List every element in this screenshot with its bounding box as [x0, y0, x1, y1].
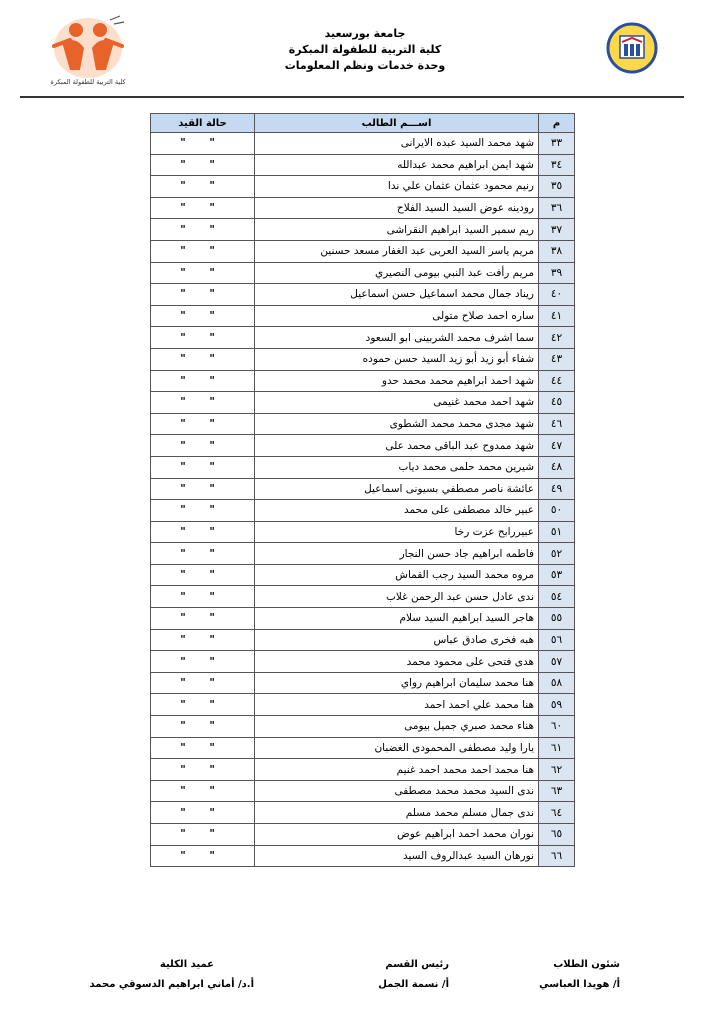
table-row: [151, 219, 575, 241]
row-number: ٤٧: [539, 435, 575, 457]
enrollment-status: " ": [151, 197, 255, 219]
row-number: ٤٤: [539, 370, 575, 392]
unit-name: وحدة خدمات ونظم المعلومات: [284, 59, 446, 72]
student-name: هنا محمد علي احمد احمد: [255, 694, 539, 716]
faculty-name: كلية التربية للطفولة المبكرة: [288, 43, 442, 56]
student-name: فاطمه ابراهيم جاد حسن النجار: [255, 543, 539, 565]
student-name: رنيم محمود عثمان عثمان علي ندا: [255, 176, 539, 198]
student-name: مريم ياسر السيد العربى عبد الغفار مسعد حسنين: [255, 240, 539, 262]
table-row: [151, 759, 575, 781]
faculty-logo: [40, 12, 136, 92]
student-name: ريم سمير السيد ابراهيم النقراشى: [255, 219, 539, 241]
enrollment-status: " ": [151, 348, 255, 370]
enrollment-status: " ": [151, 543, 255, 565]
row-number: ٥٧: [539, 651, 575, 673]
table-row: [151, 780, 575, 802]
table-row: [151, 413, 575, 435]
university-name: جامعة بورسعيد: [324, 27, 406, 40]
enrollment-status: " ": [151, 564, 255, 586]
row-number: ٣٤: [539, 154, 575, 176]
student-name: شفاء أبو زيد أبو زيد السيد حسن حموده: [255, 348, 539, 370]
student-name: شيرين محمد حلمى محمد دياب: [255, 456, 539, 478]
student-name: شهد احمد ابراهيم محمد محمد حدو: [255, 370, 539, 392]
row-number: ٥٣: [539, 564, 575, 586]
row-number: ٥٦: [539, 629, 575, 651]
enrollment-status: " ": [151, 133, 255, 155]
enrollment-status: " ": [151, 759, 255, 781]
student-name: هناء محمد صبري جميل بيومى: [255, 716, 539, 738]
table-row: [151, 327, 575, 349]
enrollment-status: " ": [151, 651, 255, 673]
logo-caption: كلية التربية للطفولة المبكرة: [50, 78, 126, 86]
enrollment-status: " ": [151, 716, 255, 738]
institution-titles: [250, 26, 480, 74]
row-number: ٥٩: [539, 694, 575, 716]
table-row: [151, 845, 575, 867]
enrollment-status: " ": [151, 456, 255, 478]
enrollment-status: " ": [151, 413, 255, 435]
row-number: ٦٦: [539, 845, 575, 867]
table-row: [151, 500, 575, 522]
row-number: ٤٢: [539, 327, 575, 349]
table-row: [151, 802, 575, 824]
student-name: نوران محمد احمد ابراهيم عوض: [255, 824, 539, 846]
row-number: ٣٦: [539, 197, 575, 219]
table-row: [151, 197, 575, 219]
row-number: ٥٢: [539, 543, 575, 565]
student-name: شهد ايمن ابراهيم محمد عبدالله: [255, 154, 539, 176]
row-number: ٤٥: [539, 392, 575, 414]
enrollment-status: " ": [151, 780, 255, 802]
row-number: ٣٣: [539, 133, 575, 155]
table-body: [151, 133, 575, 867]
table-row: [151, 586, 575, 608]
table-header-row: [151, 114, 575, 133]
table-row: [151, 694, 575, 716]
students-table: [150, 113, 575, 867]
student-name: يارا وليد مصطفى المحمودى الغضبان: [255, 737, 539, 759]
row-number: ٥٨: [539, 672, 575, 694]
table-row: [151, 240, 575, 262]
enrollment-status: " ": [151, 478, 255, 500]
table-row: [151, 608, 575, 630]
enrollment-status: " ": [151, 586, 255, 608]
row-number: ٣٨: [539, 240, 575, 262]
row-number: ٣٩: [539, 262, 575, 284]
signature-name: أ/ هويدا العباسي: [539, 979, 620, 990]
row-number: ٣٥: [539, 176, 575, 198]
row-number: ٤١: [539, 305, 575, 327]
student-name: شهد محمد السيد عبده الايرانى: [255, 133, 539, 155]
student-name: عبير خالد مصطفى على محمد: [255, 500, 539, 522]
student-name: ساره احمد صلاح متولى: [255, 305, 539, 327]
row-number: ٦٥: [539, 824, 575, 846]
table-row: [151, 564, 575, 586]
signature-student-affairs: [539, 955, 620, 995]
signature-dept-head: [378, 955, 449, 995]
row-number: ٣٧: [539, 219, 575, 241]
col-header-num: م: [539, 114, 575, 133]
signature-name: أ/ نسمة الجمل: [378, 979, 449, 990]
signature-title: رئيس القسم: [385, 959, 449, 970]
enrollment-status: " ": [151, 435, 255, 457]
table-row: [151, 456, 575, 478]
table-row: [151, 348, 575, 370]
table-row: [151, 478, 575, 500]
enrollment-status: " ": [151, 845, 255, 867]
table-row: [151, 262, 575, 284]
student-name: شهد احمد محمد غنيمى: [255, 392, 539, 414]
student-name: سما اشرف محمد الشربينى ابو السعود: [255, 327, 539, 349]
signature-title: شئون الطلاب: [553, 959, 620, 970]
student-name: ريناد جمال محمد اسماعيل حسن اسماعيل: [255, 284, 539, 306]
enrollment-status: " ": [151, 176, 255, 198]
enrollment-status: " ": [151, 284, 255, 306]
student-name: هاجر السيد ابراهيم السيد سلام: [255, 608, 539, 630]
row-number: ٤٩: [539, 478, 575, 500]
row-number: ٤٣: [539, 348, 575, 370]
enrollment-status: " ": [151, 392, 255, 414]
page-header: [0, 0, 724, 100]
enrollment-status: " ": [151, 240, 255, 262]
student-name: رودينه عوض السيد السيد الفلاح: [255, 197, 539, 219]
student-name: شهد ممدوح عبد الباقى محمد على: [255, 435, 539, 457]
table-row: [151, 392, 575, 414]
table-row: [151, 629, 575, 651]
signature-title: عميد الكلية: [159, 959, 214, 970]
enrollment-status: " ": [151, 694, 255, 716]
col-header-name: اســـم الطالب: [255, 114, 539, 133]
signature-name: أ.د/ أماني ابراهيم الدسوقي محمد: [89, 979, 254, 990]
row-number: ٤٠: [539, 284, 575, 306]
signature-dean: [90, 955, 254, 995]
student-name: ندى السيد محمد محمد مصطفى: [255, 780, 539, 802]
row-number: ٦٤: [539, 802, 575, 824]
row-number: ٥١: [539, 521, 575, 543]
enrollment-status: " ": [151, 154, 255, 176]
table-row: [151, 651, 575, 673]
table-row: [151, 435, 575, 457]
student-name: هبه فخرى صادق عباس: [255, 629, 539, 651]
enrollment-status: " ": [151, 802, 255, 824]
enrollment-status: " ": [151, 327, 255, 349]
student-name: مريم رأفت عبد النبي بيومى النصيري: [255, 262, 539, 284]
enrollment-status: " ": [151, 370, 255, 392]
row-number: ٥٤: [539, 586, 575, 608]
enrollment-status: " ": [151, 500, 255, 522]
row-number: ٦٢: [539, 759, 575, 781]
university-logo: [606, 22, 658, 74]
row-number: ٦٠: [539, 716, 575, 738]
table-row: [151, 521, 575, 543]
table-row: [151, 824, 575, 846]
table-row: [151, 305, 575, 327]
table-row: [151, 543, 575, 565]
row-number: ٦٣: [539, 780, 575, 802]
row-number: ٤٦: [539, 413, 575, 435]
student-name: هنا محمد سليمان ابراهيم رواي: [255, 672, 539, 694]
row-number: ٥٥: [539, 608, 575, 630]
table-row: [151, 133, 575, 155]
student-name: هنا محمد احمد محمد احمد غنيم: [255, 759, 539, 781]
student-name: نورهان السيد عبدالروف السيد: [255, 845, 539, 867]
table-row: [151, 154, 575, 176]
enrollment-status: " ": [151, 219, 255, 241]
enrollment-status: " ": [151, 629, 255, 651]
student-name: ندى جمال مسلم محمد مسلم: [255, 802, 539, 824]
row-number: ٥٠: [539, 500, 575, 522]
row-number: ٦١: [539, 737, 575, 759]
enrollment-status: " ": [151, 737, 255, 759]
col-header-status: حالة القيد: [151, 114, 255, 133]
row-number: ٤٨: [539, 456, 575, 478]
enrollment-status: " ": [151, 262, 255, 284]
student-name: مروه محمد السيد رجب القماش: [255, 564, 539, 586]
table-row: [151, 370, 575, 392]
table-row: [151, 672, 575, 694]
table-row: [151, 284, 575, 306]
header-divider: [20, 96, 684, 98]
table-row: [151, 737, 575, 759]
student-name: عبيررابح عزت رخا: [255, 521, 539, 543]
student-name: ندى عادل حسن عبد الرحمن غلاب: [255, 586, 539, 608]
table-row: [151, 716, 575, 738]
enrollment-status: " ": [151, 305, 255, 327]
enrollment-status: " ": [151, 824, 255, 846]
enrollment-status: " ": [151, 608, 255, 630]
student-name: عائشة ناصر مصطفي بسيونى اسماعيل: [255, 478, 539, 500]
enrollment-status: " ": [151, 672, 255, 694]
student-name: شهد مجدى محمد محمد الشطوى: [255, 413, 539, 435]
table-row: [151, 176, 575, 198]
student-name: هدى فتحى على محمود محمد: [255, 651, 539, 673]
enrollment-status: " ": [151, 521, 255, 543]
